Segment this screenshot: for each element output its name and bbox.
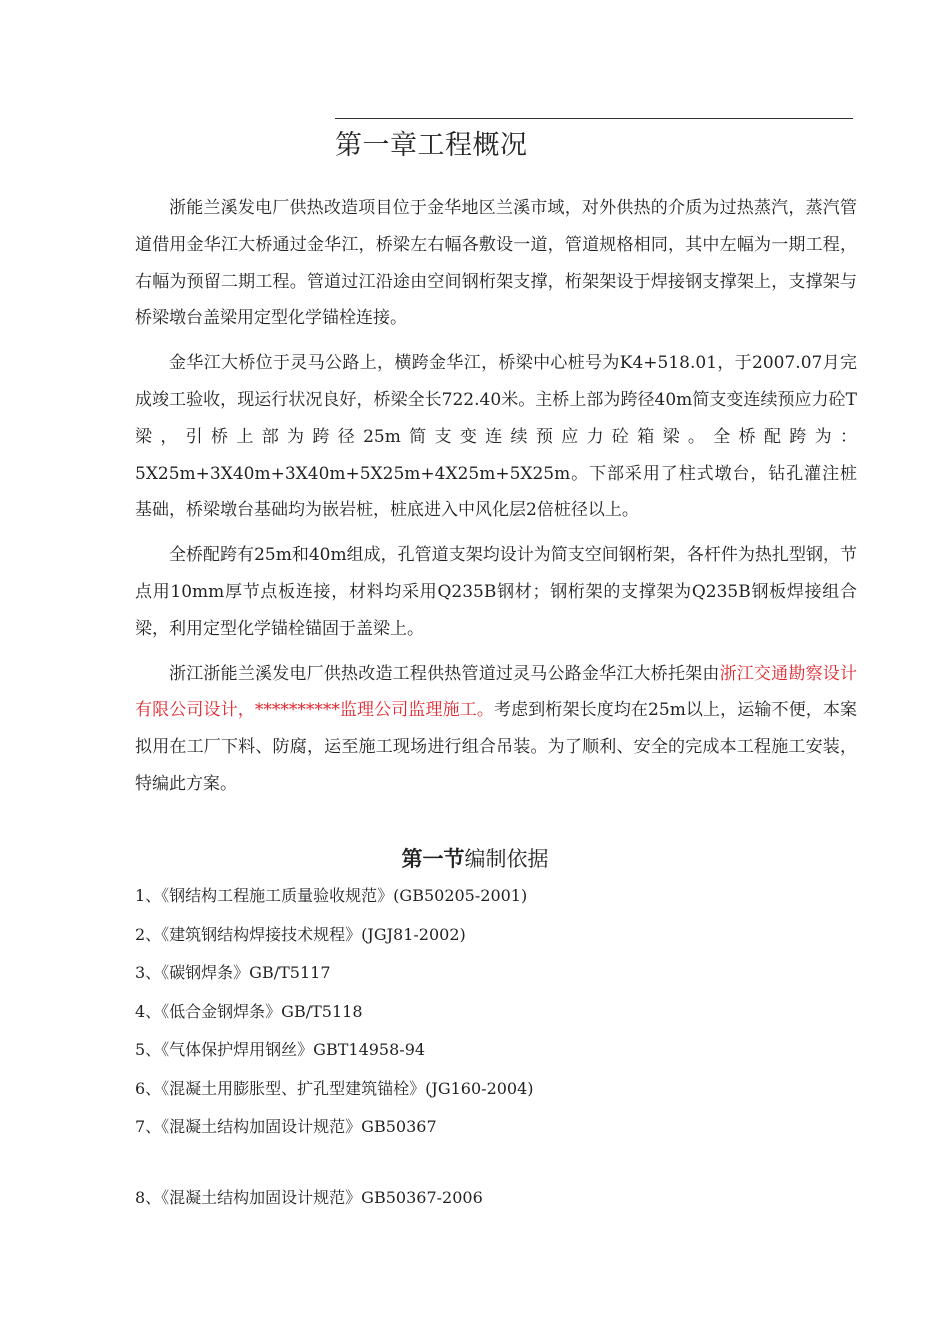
section-title <box>0 843 950 873</box>
paragraph-span-design: 全桥配跨有25m和40m组成，孔管道支架均设计为简支空间钢桁架，各杆件为热扎型钢，节点用10mm厚节点板连接，材料均采用Q235B钢材；钢桁架的支撑架为Q235B钢板焊接组合梁，利用定型化学锚栓锚固于盖梁上。 <box>135 545 857 639</box>
reference-item: 1、《钢结构工程施工质量验收规范》(GB50205-2001) <box>135 886 528 905</box>
paragraph-plan-rest: 考虑到桁架长度均在25m以上，运输不便，本案拟用在工厂下料、防腐，运至施工现场进行组合吊装。为了顺利、安全的完成本工程施工安装，特编此方案。 <box>135 700 857 794</box>
reference-list <box>135 880 534 1220</box>
paragraph-plan-intro: 浙江浙能兰溪发电厂供热改造工程供热管道过灵马公路金华江大桥托架由 <box>169 663 720 684</box>
design-supervision-highlight: 浙江交通勘察设计有限公司设计，**********监理公司监理施工。 <box>135 663 857 721</box>
section-name: 编制依据 <box>464 847 549 871</box>
reference-item: 7、《混凝土结构加固设计规范》GB50367 <box>135 1117 437 1136</box>
reference-item: 6、《混凝土用膨胀型、扩孔型建筑锚栓》(JG160-2004) <box>135 1078 534 1098</box>
reference-item: 3、《碳钢焊条》GB/T5117 <box>135 963 331 982</box>
reference-item: 4、《低合金钢焊条》GB/T5118 <box>135 1001 363 1021</box>
section-number: 第一节 <box>401 846 465 871</box>
chapter-title: 第一章工程概况 <box>335 130 528 161</box>
paragraph-project-location: 浙能兰溪发电厂供热改造项目位于金华地区兰溪市域，对外供热的介质为过热蒸汽，蒸汽管道借用金华江大桥通过金华江，桥梁左右幅各敷设一道，管道规格相同，其中左幅为一期工程，右幅为预留二期工程。管道过江沿途由空间钢桁架支撑，桁架架设于焊接钢支撑架上，支撑架与桥梁墩台盖梁用定型化学锚栓连接。 <box>135 198 857 329</box>
paragraph-construction-plan <box>135 656 857 803</box>
paragraph-bridge-info: 金华江大桥位于灵马公路上，横跨金华江，桥梁中心桩号为K4+518.01，于2007.07月完成竣工验收，现运行状况良好，桥梁全长722.40米。主桥上部为跨径40m简支变连续预应力砼T梁，引桥上部为跨径25m简支变连续预应力砼箱梁。全桥配跨为：5X25m+3X40m+3X40m+5X25m+4X25m+5X25m。下部采用了柱式墩台，钻孔灌注桩基础，桥梁墩台基础均为嵌岩桩，桩底进入中风化层2倍桩径以上。 <box>135 353 857 521</box>
overview-body <box>135 190 857 803</box>
reference-item: 8、《混凝土结构加固设计规范》GB50367-2006 <box>135 1187 483 1207</box>
reference-item: 5、《气体保护焊用钢丝》GBT14958-94 <box>135 1040 426 1059</box>
header-rule <box>335 118 853 119</box>
reference-item: 2、《建筑钢结构焊接技术规程》(JGJ81-2002) <box>135 924 466 944</box>
